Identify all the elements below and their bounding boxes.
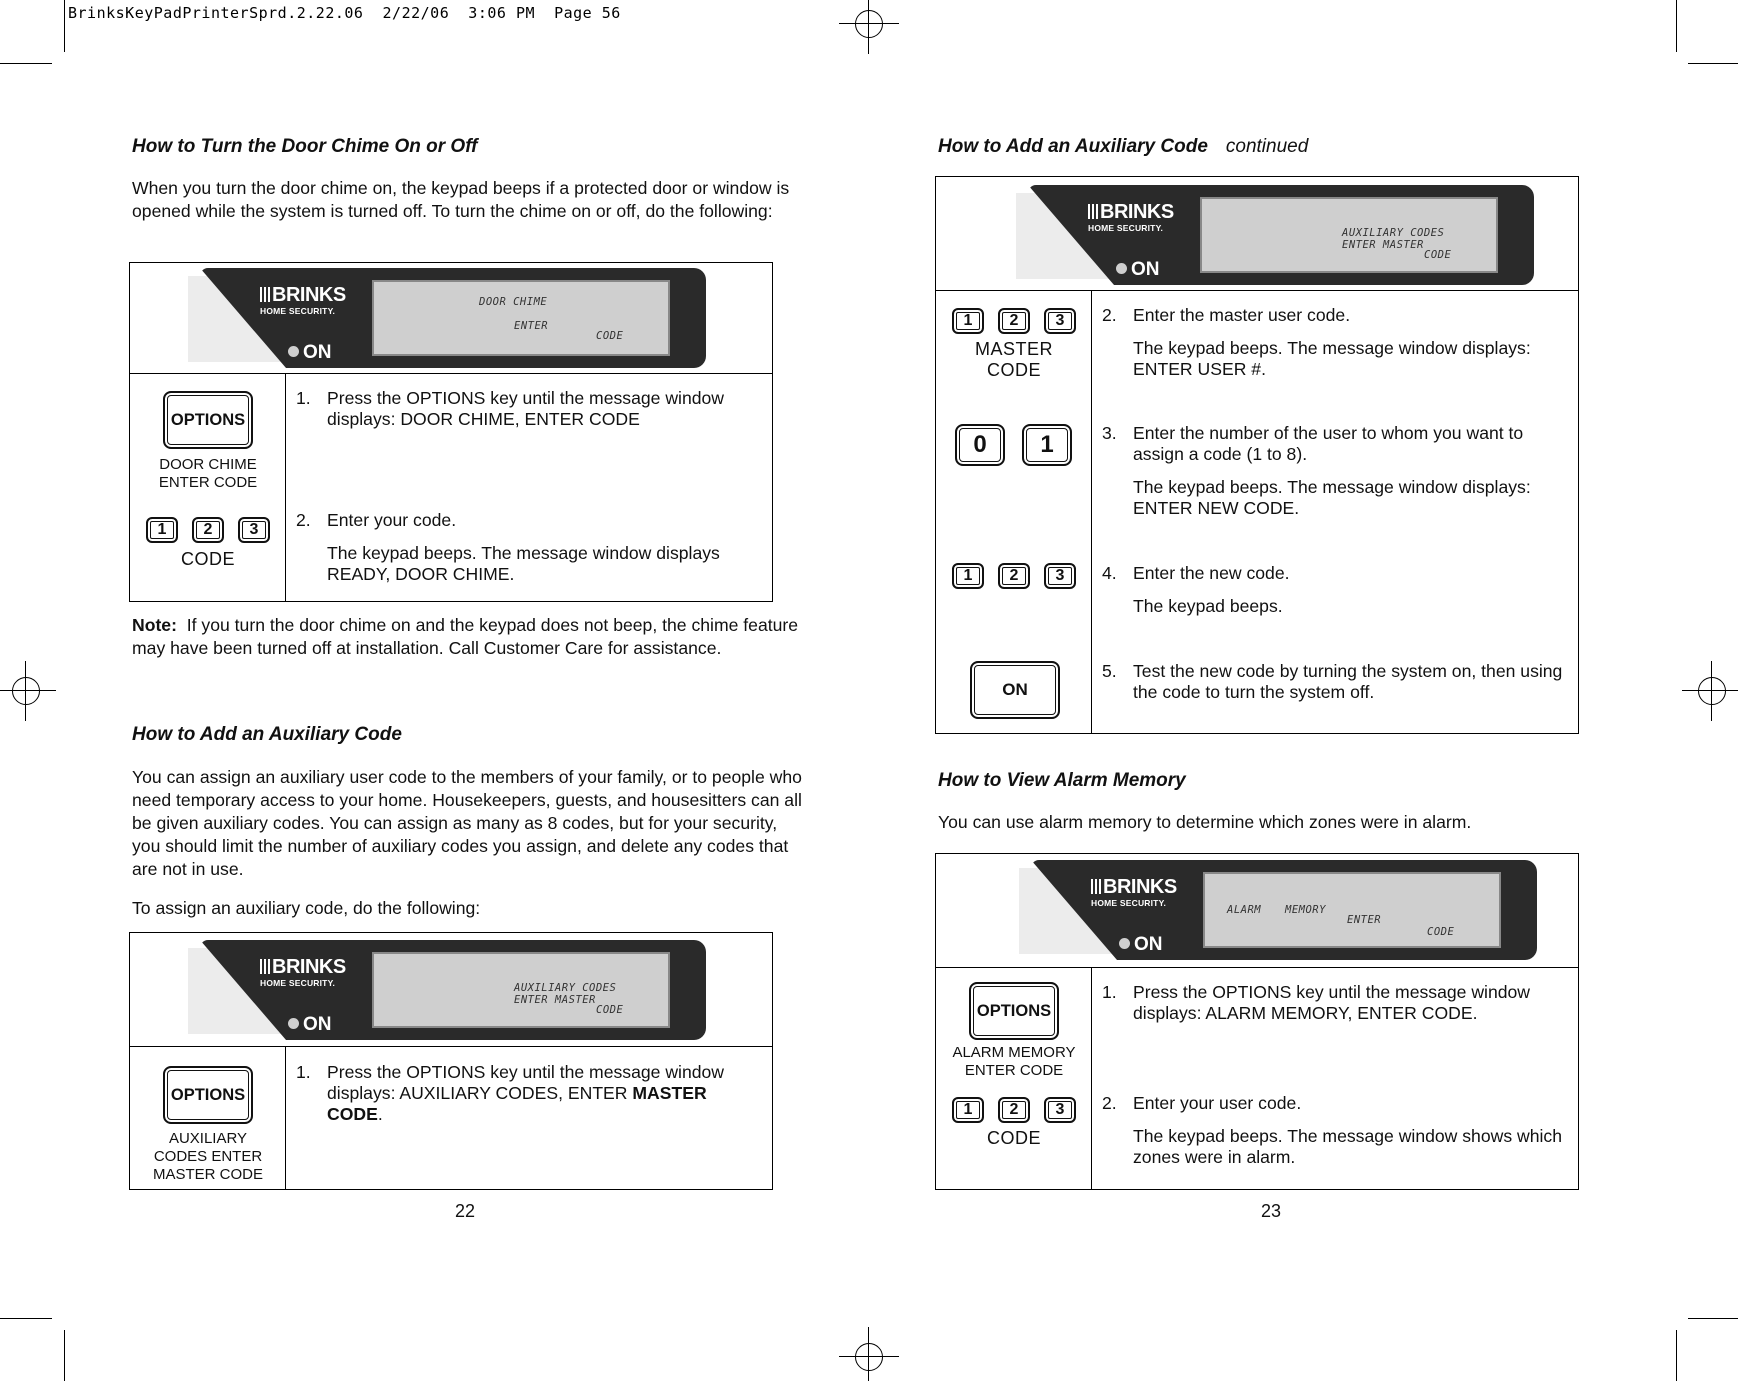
keypad-display-area bbox=[936, 177, 1578, 291]
message-window bbox=[372, 952, 670, 1028]
lcd-line: DOOR CHIME bbox=[479, 296, 548, 308]
crop-mark bbox=[1688, 1318, 1738, 1319]
aux-heading: How to Add an Auxiliary Code bbox=[132, 724, 402, 745]
step-2: 2. Enter your user code. The keypad beeps. The message window shows which zones were in alarm. bbox=[1102, 1093, 1563, 1167]
steps-column bbox=[287, 374, 772, 601]
crop-mark bbox=[0, 63, 52, 64]
key-1[interactable]: 1 bbox=[952, 308, 984, 334]
registration-mark-icon bbox=[1682, 661, 1738, 721]
brinks-logo: BRINKS bbox=[260, 284, 346, 307]
key-column bbox=[936, 968, 1092, 1189]
crop-mark bbox=[1676, 0, 1677, 52]
options-key[interactable]: OPTIONS bbox=[969, 982, 1059, 1040]
step-2: 2. Enter the master user code. The keypad beeps. The message window displays: ENTER USER #. bbox=[1102, 305, 1531, 379]
key-3[interactable]: 3 bbox=[1044, 563, 1076, 589]
aux-intro-2: To assign an auxiliary code, do the following: bbox=[132, 898, 481, 918]
crop-mark bbox=[0, 1318, 52, 1319]
step-1: 1. Press the OPTIONS key until the message window displays: DOOR CHIME, ENTER CODE bbox=[296, 388, 725, 429]
key-3[interactable]: 3 bbox=[238, 517, 270, 543]
lcd-line: ENTER MASTER bbox=[1342, 239, 1424, 251]
step-1: 1. Press the OPTIONS key until the message window displays: AUXILIARY CODES, ENTER MASTER CODE. bbox=[296, 1062, 725, 1124]
keypad-display-area bbox=[130, 263, 772, 374]
key-1[interactable]: 1 bbox=[952, 1097, 984, 1123]
crop-mark bbox=[64, 0, 65, 52]
on-indicator: ON bbox=[1116, 259, 1160, 281]
aux-box bbox=[129, 932, 773, 1190]
keypad-display bbox=[1028, 185, 1534, 285]
lcd-line: ALARM bbox=[1227, 904, 1262, 916]
brinks-logo: BRINKS bbox=[260, 956, 346, 979]
brinks-logo-sub: HOME SECURITY. bbox=[260, 306, 336, 316]
lcd-line: CODE bbox=[596, 330, 624, 342]
page-number-right: 23 bbox=[1261, 1201, 1282, 1221]
key-0[interactable]: 0 bbox=[955, 424, 1005, 466]
key-2[interactable]: 2 bbox=[998, 1097, 1030, 1123]
alarm-heading: How to View Alarm Memory bbox=[938, 770, 1186, 791]
key-2[interactable]: 2 bbox=[998, 563, 1030, 589]
crop-mark bbox=[1676, 1330, 1677, 1381]
code-caption: CODE bbox=[180, 549, 235, 569]
lcd-line: MEMORY bbox=[1285, 904, 1326, 916]
lcd-line: CODE bbox=[596, 1004, 624, 1016]
key-column bbox=[130, 1047, 286, 1189]
step-4: 4. Enter the new code. The keypad beeps. bbox=[1102, 563, 1290, 616]
key-1[interactable]: 1 bbox=[952, 563, 984, 589]
options-key[interactable]: OPTIONS bbox=[163, 391, 253, 449]
step-5: 5. Test the new code by turning the system on, then using the code to turn the system off. bbox=[1102, 661, 1563, 702]
aux-intro: You can assign an auxiliary user code to the members of your family, or to people who need temporary access to your home. Housekeepers, guests, and housesitters can all be given auxiliary codes. You can assign as many as 8 codes, but for your security, you should limit the number of auxiliary codes you assign, and delete any codes that are not in use. bbox=[132, 767, 802, 879]
on-indicator: ON bbox=[288, 1014, 332, 1036]
key-1[interactable]: 1 bbox=[146, 517, 178, 543]
steps-column bbox=[1093, 968, 1578, 1189]
alarm-intro: You can use alarm memory to determine which zones were in alarm. bbox=[938, 812, 1472, 832]
chime-box bbox=[129, 262, 773, 602]
step-1: 1. Press the OPTIONS key until the message window displays: ALARM MEMORY, ENTER CODE. bbox=[1102, 982, 1531, 1023]
lcd-line: ENTER MASTER bbox=[514, 994, 596, 1006]
registration-mark-icon bbox=[839, 0, 899, 54]
on-key[interactable]: ON bbox=[970, 661, 1060, 719]
lcd-line: ENTER bbox=[514, 320, 549, 332]
lcd-line: CODE bbox=[1424, 249, 1452, 261]
keypad-display bbox=[200, 268, 706, 368]
brinks-logo: BRINKS bbox=[1091, 876, 1177, 899]
message-window bbox=[1203, 872, 1501, 948]
brinks-logo-sub: HOME SECURITY. bbox=[1091, 898, 1167, 908]
keypad-display-area bbox=[936, 854, 1578, 968]
aux-cont-box bbox=[935, 176, 1579, 734]
keypad-display-area bbox=[130, 933, 772, 1047]
key-2[interactable]: 2 bbox=[998, 308, 1030, 334]
lcd-line: AUXILIARY CODES bbox=[1342, 227, 1445, 239]
step-3: 3. Enter the number of the user to whom you want to assign a code (1 to 8). The keypad beeps. The message window displays: ENTER NEW CODE. bbox=[1102, 423, 1531, 518]
on-indicator: ON bbox=[288, 342, 332, 364]
key-column bbox=[130, 374, 286, 601]
steps-column bbox=[287, 1047, 772, 1189]
crop-mark bbox=[1688, 63, 1738, 64]
message-window bbox=[1200, 197, 1498, 273]
registration-mark-icon bbox=[839, 1327, 899, 1381]
brinks-logo-sub: HOME SECURITY. bbox=[260, 978, 336, 988]
chime-intro: When you turn the door chime on, the keypad beeps if a protected door or window is opened while the system is turned off. To turn the chime on or off, do the following: bbox=[132, 178, 790, 221]
page-number-left: 22 bbox=[455, 1201, 476, 1221]
keypad-display bbox=[1031, 860, 1537, 960]
printer-slug: BrinksKeyPadPrinterSprd.2.22.06 2/22/06 3:06 PM Page 56 bbox=[68, 4, 621, 22]
note: Note: If you turn the door chime on and the keypad does not beep, the chime feature may have been turned off at installation. Call Customer Care for assistance. bbox=[132, 615, 799, 658]
key-column bbox=[936, 291, 1092, 733]
lcd-line: ENTER bbox=[1347, 914, 1382, 926]
brinks-logo: BRINKS bbox=[1088, 201, 1174, 224]
key-1-large[interactable]: 1 bbox=[1022, 424, 1072, 466]
key-caption: ALARM MEMORY ENTER CODE bbox=[952, 1044, 1076, 1079]
steps-column bbox=[1093, 291, 1578, 733]
key-3[interactable]: 3 bbox=[1044, 308, 1076, 334]
lcd-line: CODE bbox=[1427, 926, 1455, 938]
aux-cont-heading: How to Add an Auxiliary Code continued bbox=[938, 136, 1309, 157]
registration-mark-icon bbox=[0, 661, 56, 721]
key-2[interactable]: 2 bbox=[192, 517, 224, 543]
on-indicator: ON bbox=[1119, 934, 1163, 956]
key-caption: AUXILIARY CODES ENTER MASTER CODE bbox=[152, 1130, 263, 1183]
options-key[interactable]: OPTIONS bbox=[163, 1066, 253, 1124]
master-code-caption: MASTER CODE bbox=[974, 339, 1053, 380]
step-2: 2. Enter your code. The keypad beeps. The message window displays READY, DOOR CHIME. bbox=[296, 510, 720, 584]
code-caption: CODE bbox=[986, 1128, 1041, 1148]
keypad-display bbox=[200, 940, 706, 1040]
key-caption: DOOR CHIME ENTER CODE bbox=[158, 456, 258, 491]
crop-mark bbox=[64, 1330, 65, 1381]
alarm-box bbox=[935, 853, 1579, 1190]
key-3[interactable]: 3 bbox=[1044, 1097, 1076, 1123]
message-window bbox=[372, 280, 670, 356]
lcd-line: AUXILIARY CODES bbox=[514, 982, 617, 994]
brinks-logo-sub: HOME SECURITY. bbox=[1088, 223, 1164, 233]
chime-heading: How to Turn the Door Chime On or Off bbox=[132, 136, 478, 157]
